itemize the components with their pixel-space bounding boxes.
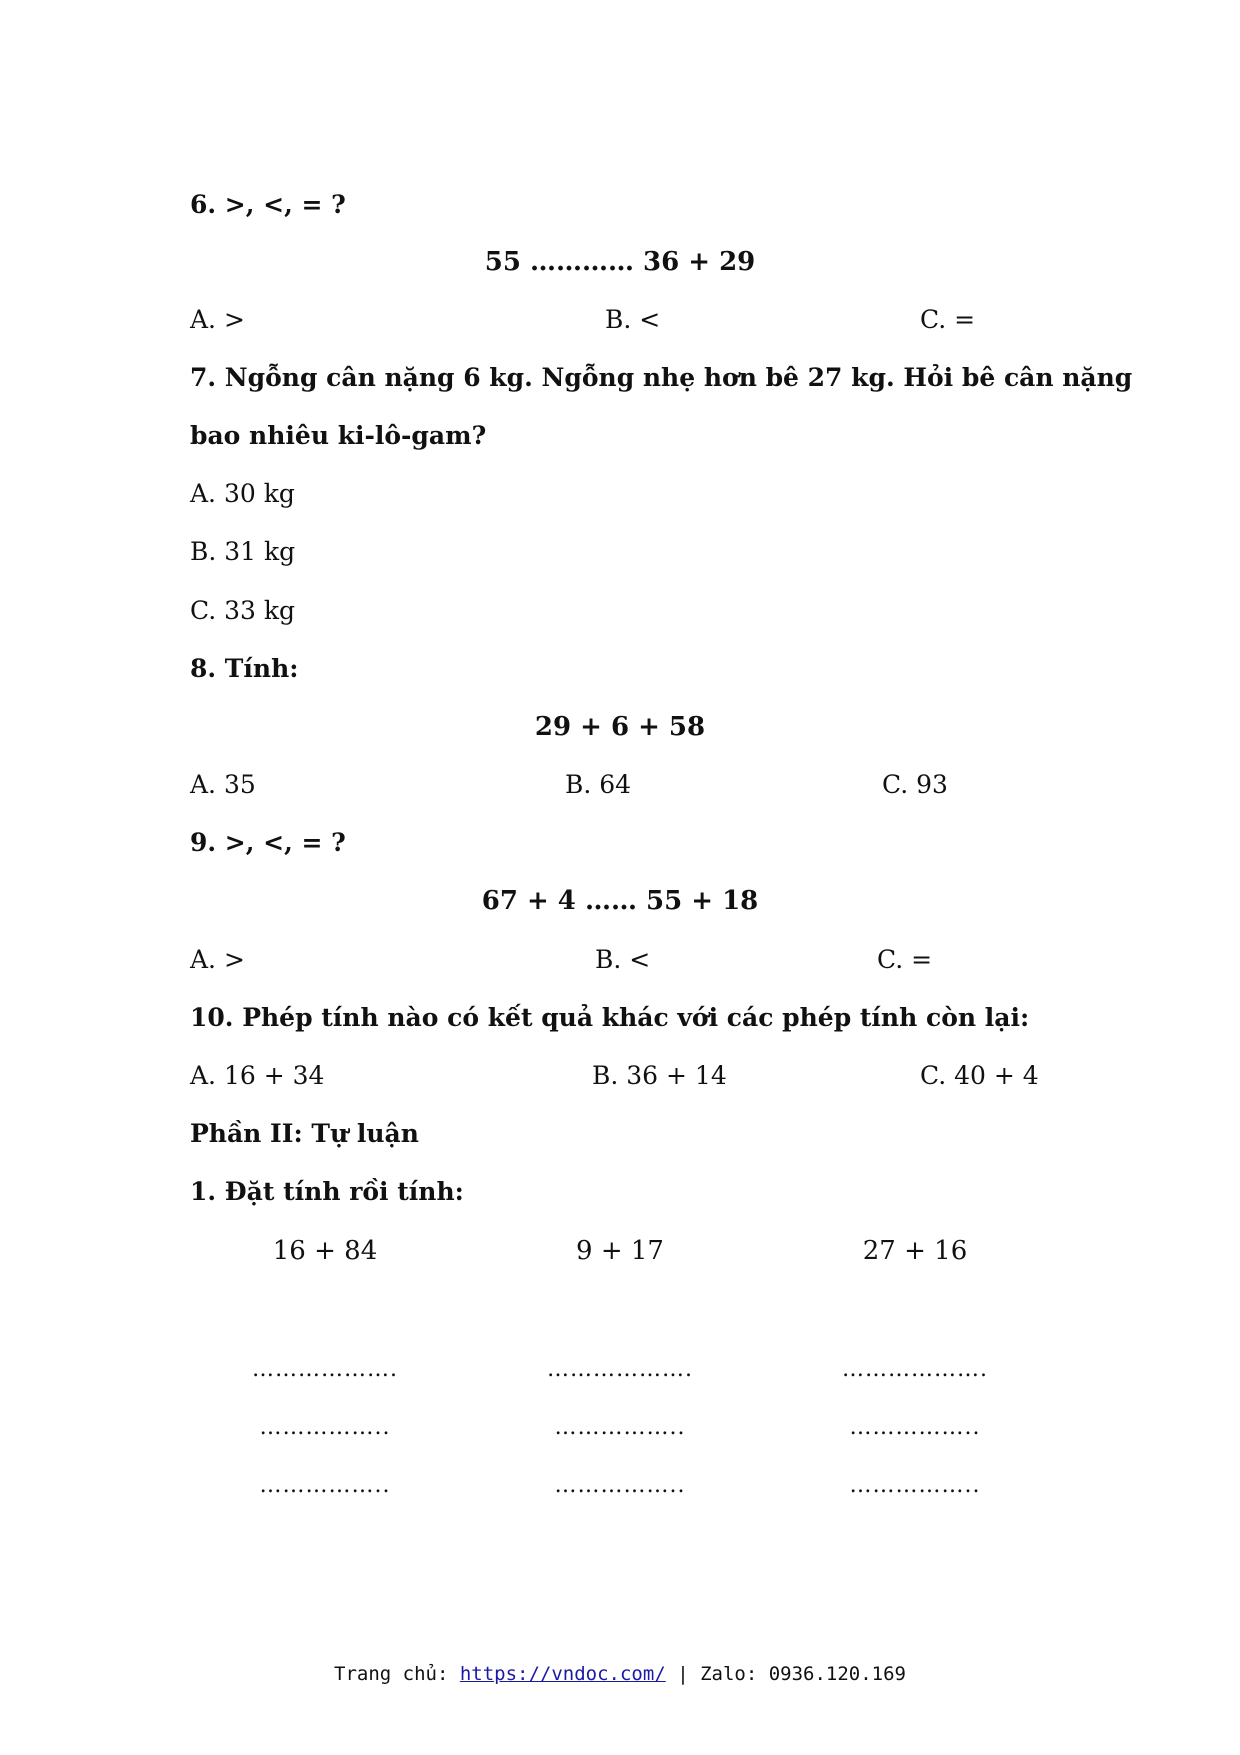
q8-option-c: C. 93 bbox=[882, 770, 948, 799]
q7-title-line2: bao nhiêu ki-lô-gam? bbox=[190, 421, 487, 450]
q7-option-c: C. 33 kg bbox=[190, 596, 296, 625]
answer-dots-1-3: …………….. bbox=[259, 1473, 391, 1498]
answer-dots-1-2: …………….. bbox=[259, 1415, 391, 1440]
q6-option-c: C. = bbox=[920, 305, 976, 334]
q6-title: 6. >, <, = ? bbox=[190, 190, 346, 219]
q9-expression: 67 + 4 …… 55 + 18 bbox=[481, 886, 759, 916]
page-footer bbox=[0, 1662, 1240, 1686]
q6-option-b: B. < bbox=[605, 305, 661, 334]
answer-dots-1-1: ………………. bbox=[252, 1357, 398, 1382]
answer-dots-2-1: ………………. bbox=[547, 1357, 693, 1382]
part2-expression-3: 27 + 16 bbox=[862, 1236, 968, 1266]
answer-dots-2-2: …………….. bbox=[554, 1415, 686, 1440]
answer-dots-3-2: …………….. bbox=[849, 1415, 981, 1440]
q10-option-a: A. 16 + 34 bbox=[190, 1061, 325, 1090]
q9-option-a: A. > bbox=[190, 945, 245, 974]
footer-prefix: Trang chủ: bbox=[334, 1663, 460, 1685]
q10-option-b: B. 36 + 14 bbox=[592, 1061, 727, 1090]
footer-home-link[interactable]: https://vndoc.com/ bbox=[459, 1663, 666, 1685]
q6-option-a: A. > bbox=[190, 305, 245, 334]
q9-option-b: B. < bbox=[595, 945, 651, 974]
q10-title: 10. Phép tính nào có kết quả khác với các phép tính còn lại: bbox=[190, 1003, 1030, 1032]
part2-heading: Phần II: Tự luận bbox=[190, 1119, 419, 1148]
q9-option-c: C. = bbox=[877, 945, 933, 974]
q8-option-a: A. 35 bbox=[190, 770, 256, 799]
q8-title: 8. Tính: bbox=[190, 654, 299, 683]
q9-title: 9. >, <, = ? bbox=[190, 828, 346, 857]
part2-q1-title: 1. Đặt tính rồi tính: bbox=[190, 1177, 464, 1206]
answer-dots-3-1: ………………. bbox=[842, 1357, 988, 1382]
part2-expression-1: 16 + 84 bbox=[272, 1236, 378, 1266]
footer-zalo: Zalo: 0936.120.169 bbox=[700, 1663, 906, 1685]
footer-separator: | bbox=[665, 1663, 701, 1685]
answer-dots-2-3: …………….. bbox=[554, 1473, 686, 1498]
q7-title-line1: 7. Ngỗng cân nặng 6 kg. Ngỗng nhẹ hơn bê 27 kg. Hỏi bê cân nặng bbox=[190, 363, 1133, 392]
q7-option-b: B. 31 kg bbox=[190, 537, 296, 566]
q8-expression: 29 + 6 + 58 bbox=[534, 712, 706, 742]
q8-option-b: B. 64 bbox=[565, 770, 632, 799]
q7-option-a: A. 30 kg bbox=[190, 479, 295, 508]
q6-expression: 55 ………… 36 + 29 bbox=[484, 247, 756, 277]
answer-dots-3-3: …………….. bbox=[849, 1473, 981, 1498]
q10-option-c: C. 40 + 4 bbox=[920, 1061, 1039, 1090]
part2-expression-2: 9 + 17 bbox=[576, 1236, 664, 1266]
